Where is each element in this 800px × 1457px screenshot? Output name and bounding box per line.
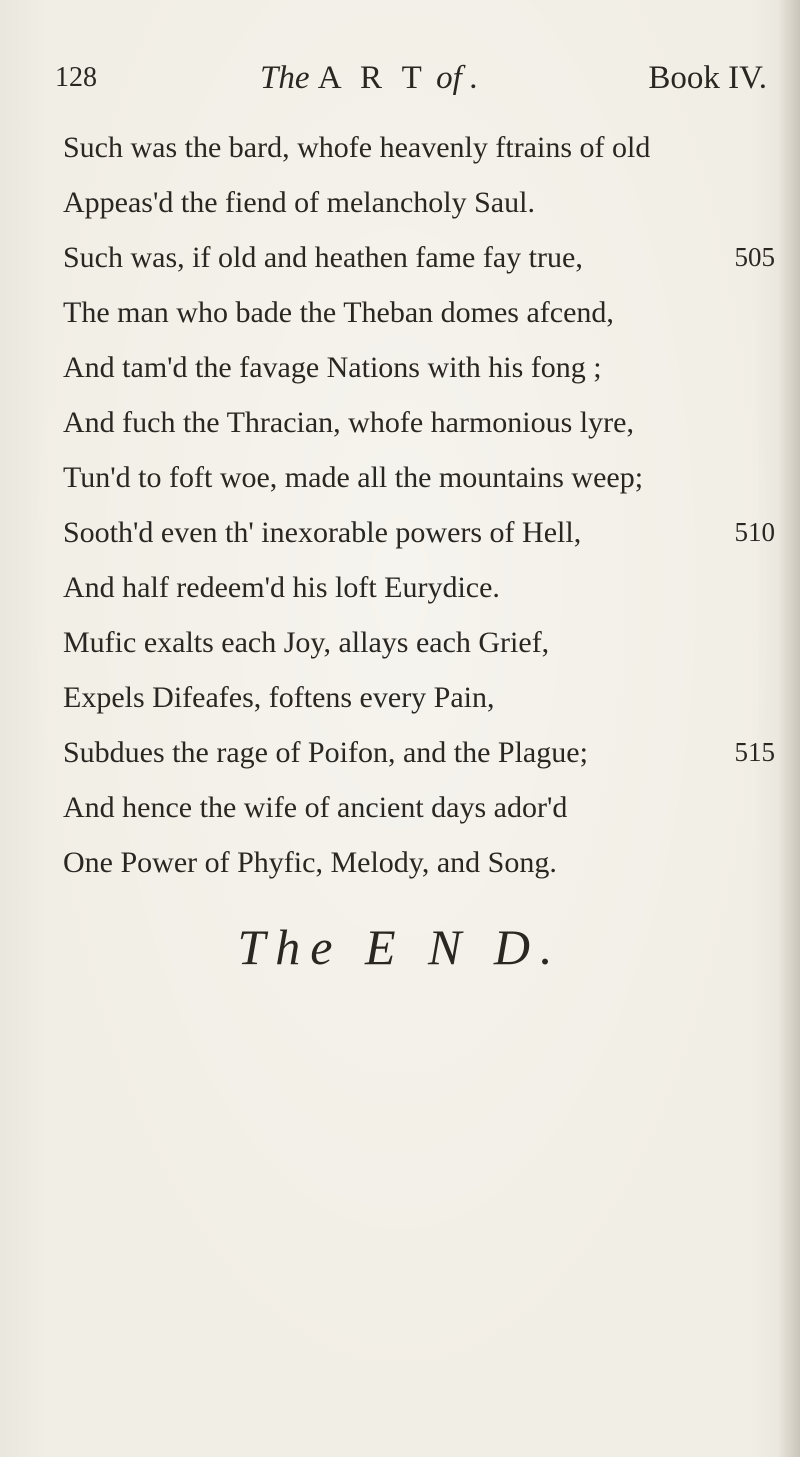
page-number: 128	[55, 62, 97, 93]
line-text: Such was, if old and heathen fame fay true,	[63, 241, 583, 274]
poem-line	[63, 120, 775, 175]
poem-line	[63, 670, 775, 725]
poem-line	[63, 340, 775, 395]
line-text: Expels Difeafes, foftens every Pain,	[63, 681, 495, 714]
the-end-colophon: The E N D.	[237, 919, 563, 975]
running-header	[55, 58, 767, 98]
line-number: 515	[734, 737, 775, 767]
line-text: The man who bade the Theban domes afcend,	[63, 296, 614, 329]
poem-line	[63, 285, 775, 340]
running-title-the: The	[260, 60, 310, 96]
poem-line	[63, 175, 775, 230]
line-text: Sooth'd even th' inexorable powers of Hell,	[63, 516, 582, 549]
book-reference: Book IV.	[648, 60, 767, 96]
running-title-art: A R T	[317, 60, 428, 96]
poem-line	[63, 835, 775, 890]
poem-line	[63, 505, 775, 560]
poem-line	[63, 725, 775, 780]
poem-text	[63, 120, 775, 890]
line-text: Mufic exalts each Joy, allays each Grief,	[63, 626, 550, 659]
line-text: And hence the wife of ancient days ador'd	[63, 791, 568, 824]
running-title	[260, 58, 478, 98]
line-text: Subdues the rage of Poifon, and the Plague;	[63, 736, 588, 769]
line-text: And half redeem'd his loft Eurydice.	[63, 571, 500, 604]
line-text: Such was the bard, whofe heavenly ftrains of old	[63, 131, 651, 164]
line-text: Tun'd to foft woe, made all the mountains weep;	[63, 461, 644, 494]
poem-line	[63, 395, 775, 450]
line-number: 505	[734, 242, 775, 272]
line-text: And fuch the Thracian, whofe harmonious lyre,	[63, 406, 634, 439]
poem-line	[63, 780, 775, 835]
line-text: One Power of Phyfic, Melody, and Song.	[63, 846, 557, 879]
line-number: 510	[734, 517, 775, 547]
page-edge-shadow	[778, 0, 800, 1457]
poem-line	[63, 615, 775, 670]
poem-line	[63, 560, 775, 615]
line-text: And tam'd the favage Nations with his fong ;	[63, 351, 602, 384]
poem-line	[63, 230, 775, 285]
running-title-of: of .	[436, 60, 479, 96]
poem-line	[63, 450, 775, 505]
line-text: Appeas'd the fiend of melancholy Saul.	[63, 186, 535, 219]
